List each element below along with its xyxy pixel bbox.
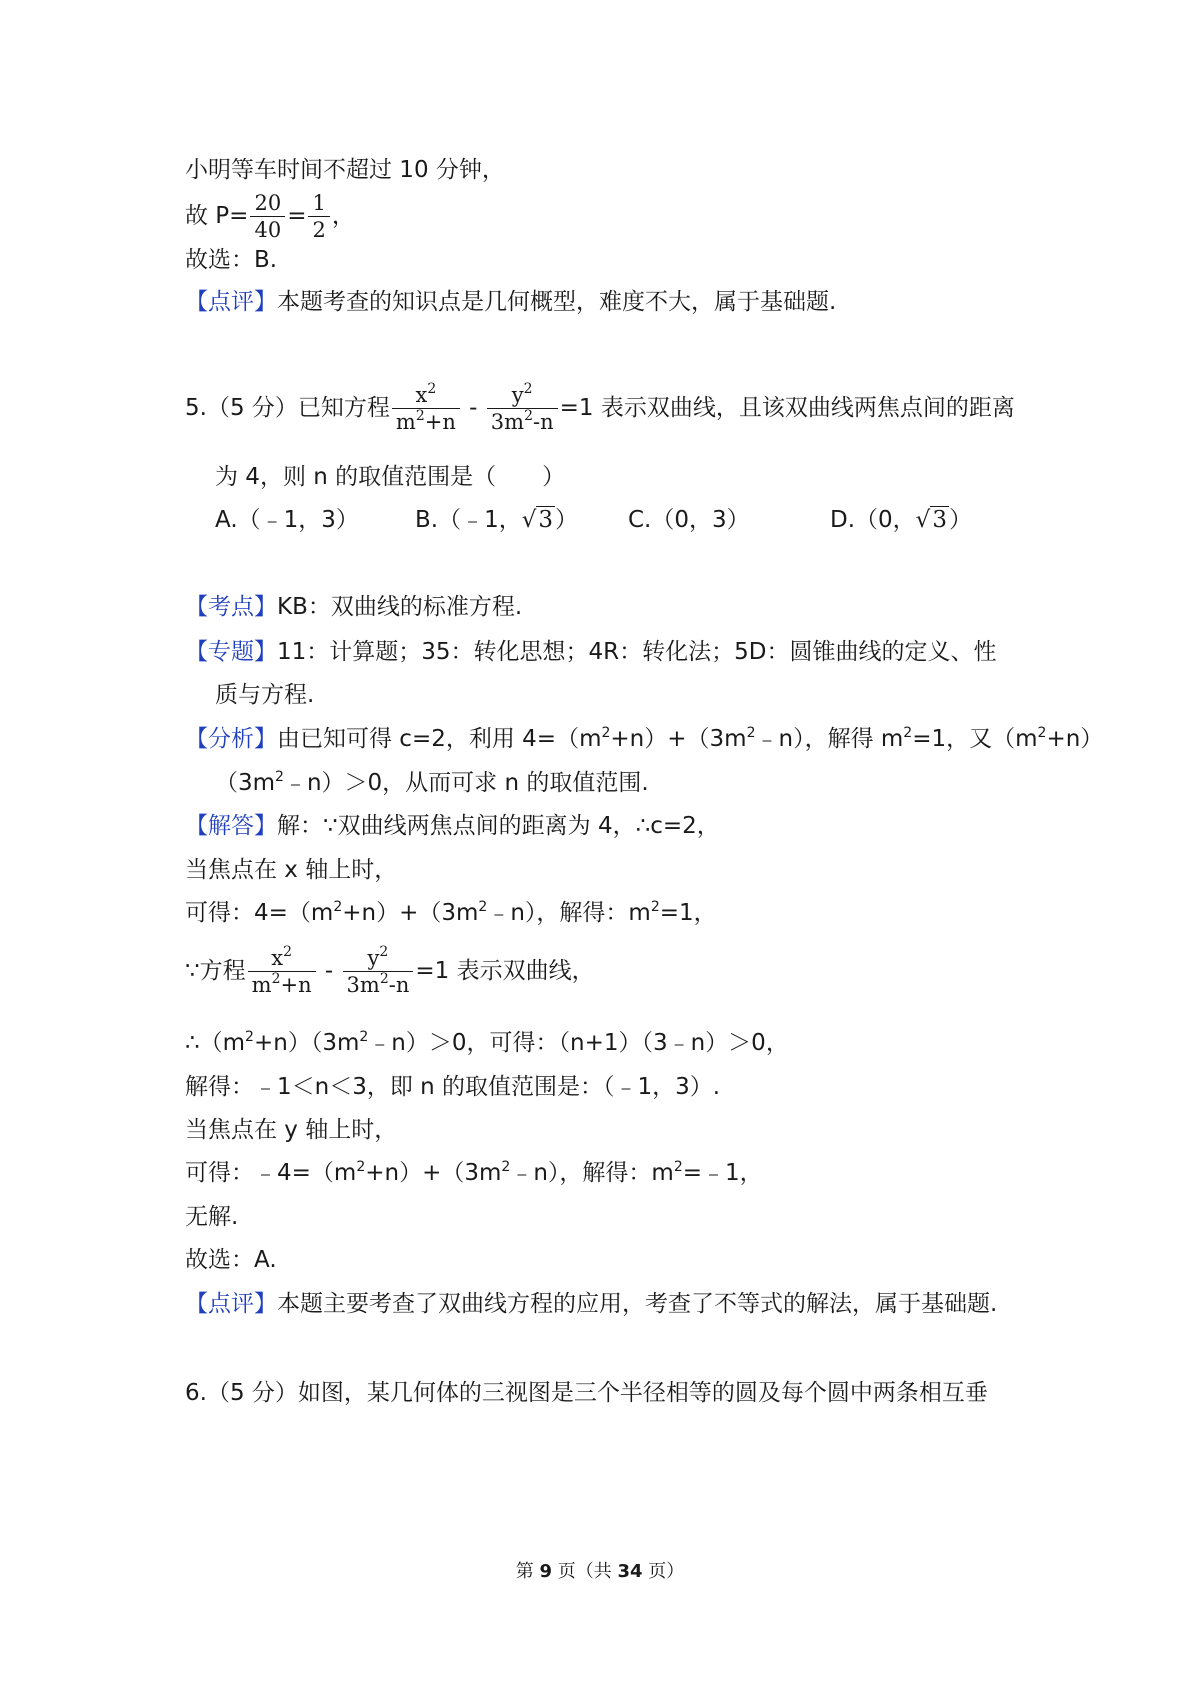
denominator: 40 bbox=[250, 216, 285, 243]
solution-step: 可得：$﹣4=(m^2+n)+(3m^2﹣n)$，解得：$m^2=﹣1$， bbox=[185, 1159, 763, 1186]
option-c: C.（0，3） bbox=[628, 507, 750, 533]
text-line: 故选：B. bbox=[185, 247, 278, 273]
page-total: 34 bbox=[617, 1561, 643, 1582]
solution-step: $\therefore(m^2+n)(3m^2﹣n)>0$，可得：（n+1）（3﹣n）＞0， bbox=[185, 1029, 789, 1056]
probability-line bbox=[185, 190, 355, 243]
page-number: 9 bbox=[539, 1561, 552, 1582]
sqrt-icon: √3 bbox=[915, 507, 947, 533]
numerator: $y^2$ bbox=[367, 944, 389, 970]
denominator: 2 bbox=[308, 216, 329, 243]
analysis-line-2: $(3m^2﹣n)>0$，从而可求 n 的取值范围. bbox=[215, 769, 649, 796]
solution-step: 当焦点在 x 轴上时， bbox=[185, 857, 398, 883]
denominator: $m^2+n$ bbox=[392, 408, 460, 435]
question-text: =1 表示双曲线，且该双曲线两焦点间的距离 bbox=[559, 395, 1015, 421]
text: - bbox=[461, 395, 485, 421]
comment-line: 【点评】本题主要考查了双曲线方程的应用，考查了不等式的解法，属于基础题. bbox=[185, 1291, 998, 1317]
option-a: A.（﹣1，3） bbox=[215, 507, 359, 533]
topic-line-2: 质与方程. bbox=[215, 682, 315, 708]
text: ， bbox=[331, 203, 355, 229]
solution-step: 当焦点在 y 轴上时， bbox=[185, 1117, 398, 1143]
comment-tag: 【点评】 bbox=[185, 1291, 277, 1317]
question-6-stem: 6.（5 分）如图，某几何体的三视图是三个半径相等的圆及每个圆中两条相互垂 bbox=[185, 1380, 988, 1406]
text-line: 小明等车时间不超过 10 分钟， bbox=[185, 157, 505, 183]
fraction bbox=[308, 190, 329, 243]
solution-step-equation: ∵方程 $\frac{x^2}{m^2+n}$ - $\frac{y^2}{3m^2-n}$ =1 表示双曲线， bbox=[185, 944, 595, 997]
question-5-stem bbox=[185, 382, 1015, 435]
comment-text: 本题考查的知识点是几何概型，难度不大，属于基础题. bbox=[277, 289, 837, 315]
analysis-line: 【分析】由已知可得 c=2，利用 $4=(m^2+n)+(3m^2﹣n)$，解得 $m^2=1$，又$(m^2+n)$ bbox=[185, 725, 1104, 752]
denominator: $3m^2-n$ bbox=[343, 971, 414, 998]
comment-line bbox=[185, 287, 836, 317]
text: = bbox=[287, 203, 307, 229]
question-text: 5.（5 分）已知方程 bbox=[185, 395, 390, 421]
numerator: $y^2$ bbox=[511, 381, 533, 407]
denominator: $m^2+n$ bbox=[248, 971, 316, 998]
text: 故 P= bbox=[185, 203, 249, 229]
comment-tag: 【点评】 bbox=[185, 289, 277, 315]
analysis-tag: 【分析】 bbox=[185, 726, 277, 752]
fraction bbox=[250, 190, 285, 243]
option-b: B.（﹣1，√3） bbox=[415, 507, 579, 533]
solution-step: 可得：$4=(m^2+n)+(3m^2﹣n)$，解得：$m^2=1$， bbox=[185, 899, 717, 926]
solution-step: 故选：A. bbox=[185, 1247, 277, 1273]
topic-line: 【专题】11：计算题；35：转化思想；4R：转化法；5D：圆锥曲线的定义、性 bbox=[185, 639, 997, 665]
numerator: 1 bbox=[312, 191, 326, 215]
solution-tag: 【解答】 bbox=[185, 813, 277, 839]
solution-step: 解得：﹣1＜n＜3，即 n 的取值范围是：（﹣1，3）. bbox=[185, 1074, 721, 1100]
numerator: $x^2$ bbox=[271, 944, 292, 970]
page-footer: 第 9 页（共 34 页） bbox=[515, 1561, 685, 1582]
denominator: $3m^2-n$ bbox=[487, 408, 558, 435]
question-5-stem-line2: 为 4，则 n 的取值范围是（ ） bbox=[215, 464, 566, 490]
knowledge-point-tag: 【考点】 bbox=[185, 594, 277, 620]
numerator: 20 bbox=[254, 191, 282, 215]
numerator: $x^2$ bbox=[415, 381, 437, 407]
knowledge-point-line: 【考点】KB：双曲线的标准方程. bbox=[185, 594, 523, 620]
fraction bbox=[248, 945, 316, 998]
fraction bbox=[487, 382, 558, 435]
solution-line: 【解答】解：∵双曲线两焦点间的距离为 4，∴c=2， bbox=[185, 813, 720, 839]
option-d: D.（0，√3） bbox=[830, 507, 972, 533]
fraction bbox=[343, 945, 414, 998]
topic-tag: 【专题】 bbox=[185, 639, 277, 665]
solution-step: 无解. bbox=[185, 1204, 239, 1230]
fraction bbox=[392, 382, 460, 435]
sqrt-icon: √3 bbox=[521, 507, 554, 533]
